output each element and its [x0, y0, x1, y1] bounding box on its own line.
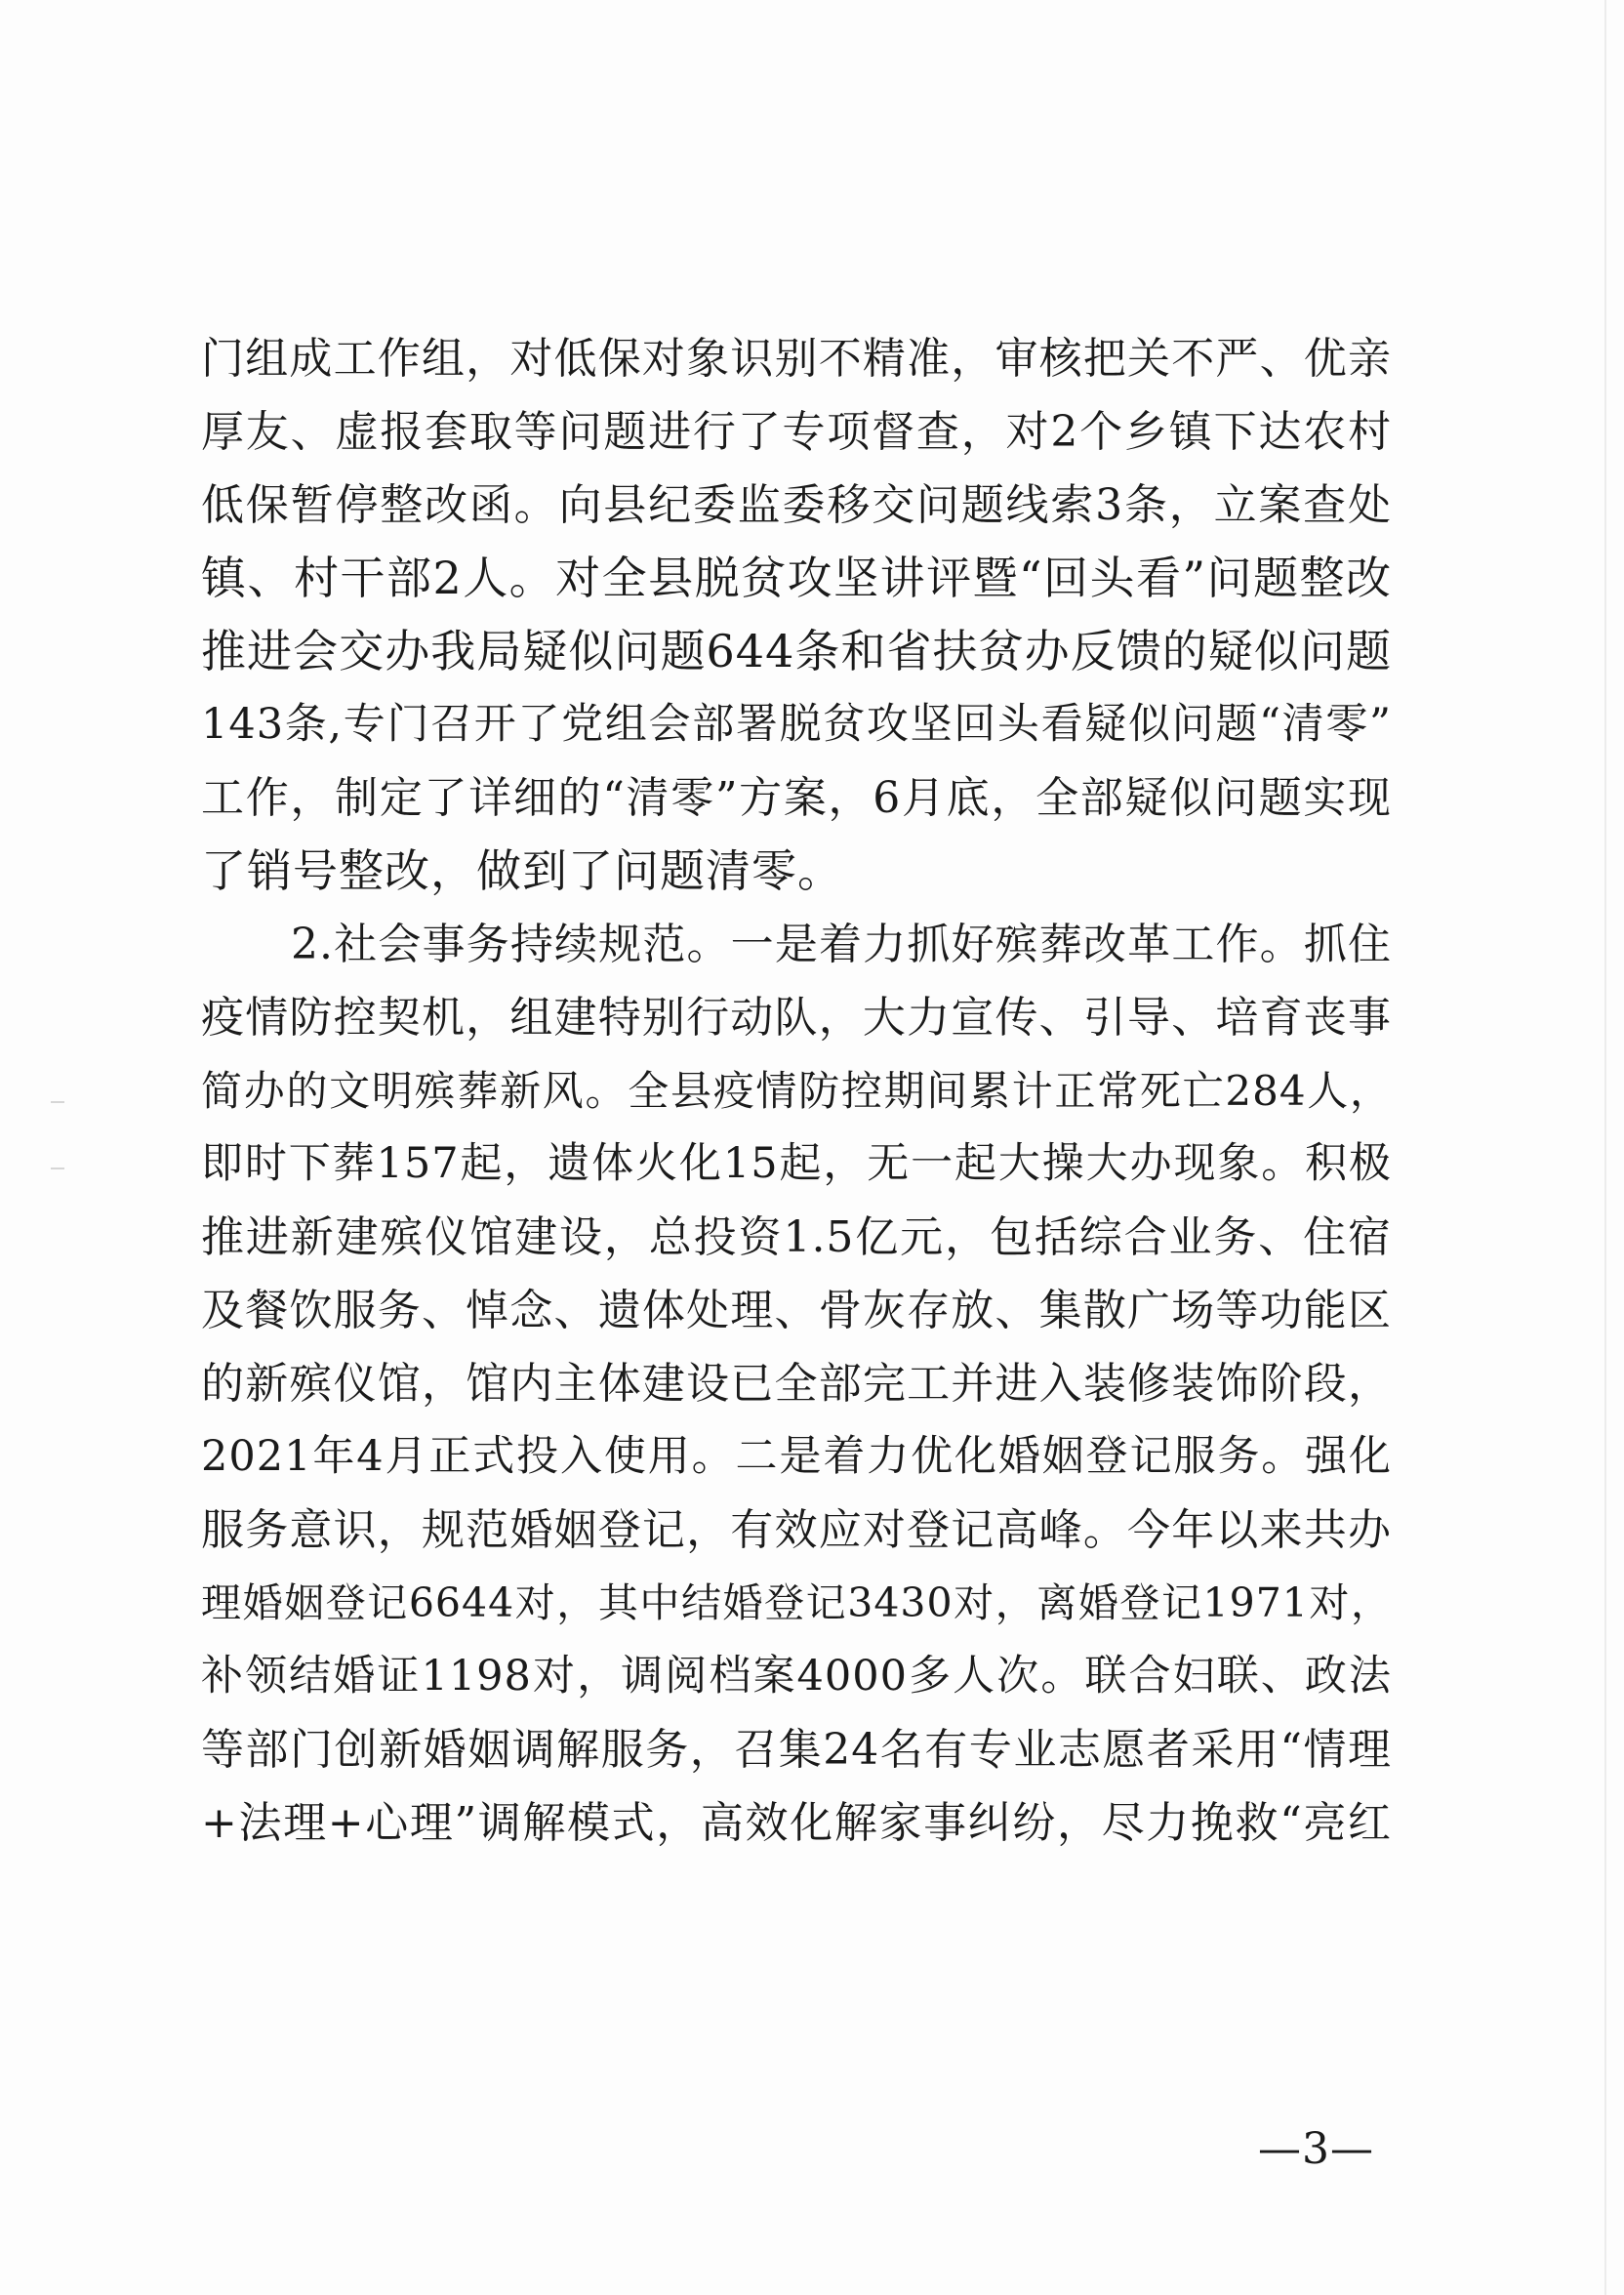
text-line: 理婚姻登记6644对，其中结婚登记3430对，离婚登记1971对， — [201, 1579, 1392, 1626]
text-line: 推进会交办我局疑似问题644条和省扶贫办反馈的疑似问题 — [201, 625, 1392, 677]
text-line-indented: 2.社会事务持续规范。一是着力抓好殡葬改革工作。抓住 — [291, 920, 1392, 969]
text-line: 了销号整改，做到了问题清零。 — [201, 844, 843, 897]
text-line: 的新殡仪馆，馆内主体建设已全部完工并进入装修装饰阶段， — [201, 1359, 1392, 1409]
margin-mark — [51, 1101, 64, 1103]
text-line: 低保暂停整改函。向县纪委监委移交问题线索3条，立案查处 — [201, 480, 1392, 530]
text-line: 镇、村干部2人。对全县脱贫攻坚讲评暨“回头看”问题整改 — [201, 552, 1392, 604]
text-line: 143条,专门召开了党组会部署脱贫攻坚回头看疑似问题“清零” — [201, 700, 1392, 749]
text-line: 2021年4月正式投入使用。二是着力优化婚姻登记服务。强化 — [201, 1432, 1392, 1481]
paragraph-2 — [201, 908, 1392, 1860]
text-line: 厚友、虚报套取等问题进行了专项督查，对2个乡镇下达农村 — [201, 407, 1392, 457]
text-line: 门组成工作组，对低保对象识别不精准，审核把关不严、优亲 — [201, 334, 1392, 384]
text-line: 疫情防控契机，组建特别行动队，大力宣传、引导、培育丧事 — [201, 993, 1392, 1043]
text-line: 工作，制定了详细的“清零”方案，6月底，全部疑似问题实现 — [201, 773, 1392, 823]
text-line: 服务意识，规范婚姻登记，有效应对登记高峰。今年以来共办 — [201, 1505, 1392, 1555]
text-line: 即时下葬157起，遗体火化15起，无一起大操大办现象。积极 — [201, 1139, 1392, 1188]
body-text — [201, 322, 1392, 1860]
scan-edge-line — [1604, 0, 1606, 2295]
text-line: 补领结婚证1198对，调阅档案4000多人次。联合妇联、政法 — [201, 1652, 1392, 1701]
text-line: 简办的文明殡葬新风。全县疫情防控期间累计正常死亡284人， — [201, 1067, 1392, 1115]
page-number: —3— — [1258, 2124, 1374, 2174]
text-line: 推进新建殡仪馆建设，总投资1.5亿元，包括综合业务、住宿 — [201, 1212, 1392, 1262]
text-line: +法理+心理”调解模式，高效化解家事纠纷，尽力挽救“亮红 — [201, 1798, 1392, 1848]
paragraph-1 — [201, 322, 1392, 908]
text-line: 等部门创新婚姻调解服务，召集24名有专业志愿者采用“情理 — [201, 1725, 1392, 1775]
margin-mark — [51, 1168, 64, 1169]
text-line: 及餐饮服务、悼念、遗体处理、骨灰存放、集散广场等功能区 — [201, 1286, 1392, 1335]
